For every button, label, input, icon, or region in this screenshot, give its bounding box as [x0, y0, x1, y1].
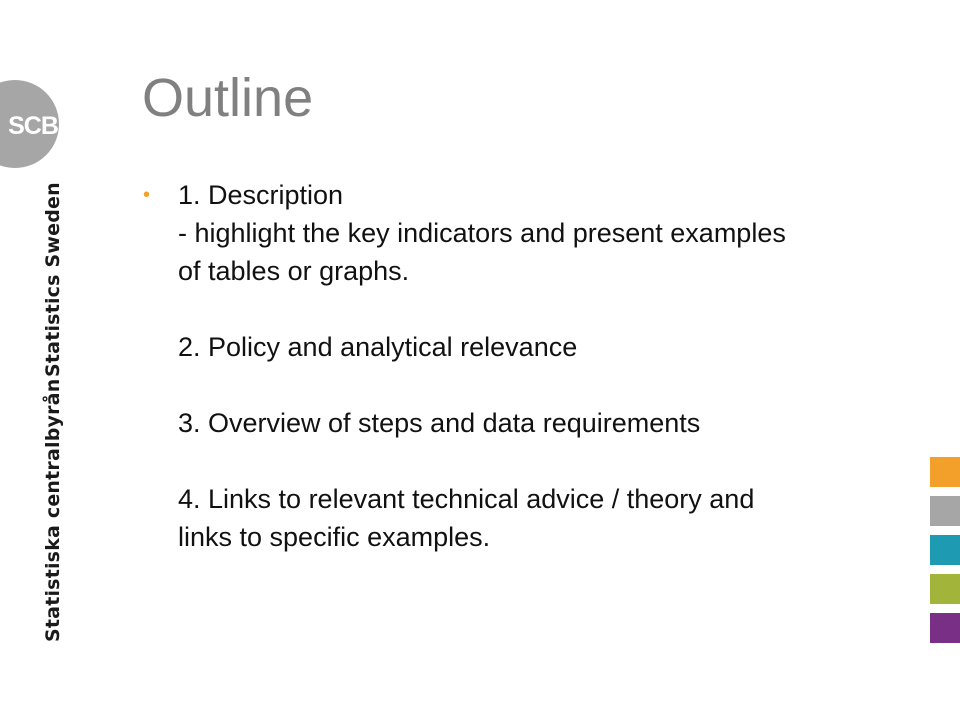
body-line: 4. Links to relevant technical advice / theory and [178, 484, 755, 514]
body-line [178, 366, 903, 404]
bullet-text [178, 176, 903, 556]
body-line: - highlight the key indicators and present examples [178, 218, 786, 248]
scb-logo-icon [0, 79, 60, 169]
slide-title: Outline [142, 68, 314, 128]
slide-body [143, 176, 903, 556]
body-line: links to specific examples. [178, 522, 491, 552]
side-text-statistiska-centralbyran: Statistiska centralbyrån [42, 378, 64, 642]
color-squares [930, 457, 960, 652]
body-line: 1. Description [178, 180, 344, 210]
body-line: 3. Overview of steps and data requirements [178, 408, 701, 438]
body-line [178, 290, 903, 328]
body-line: of tables or graphs. [178, 256, 410, 286]
color-square-orange [930, 457, 960, 487]
color-square-green [930, 574, 960, 604]
color-square-gray [930, 496, 960, 526]
body-line [178, 442, 903, 480]
color-square-teal [930, 535, 960, 565]
body-line: 2. Policy and analytical relevance [178, 332, 578, 362]
bullet-item [143, 176, 903, 556]
scb-logo [0, 79, 60, 169]
color-square-purple [930, 613, 960, 643]
bullet-dot-icon: • [143, 184, 151, 206]
svg-text:SCB: SCB [8, 112, 58, 140]
side-text-statistics-sweden: Statistics Sweden [42, 182, 64, 377]
